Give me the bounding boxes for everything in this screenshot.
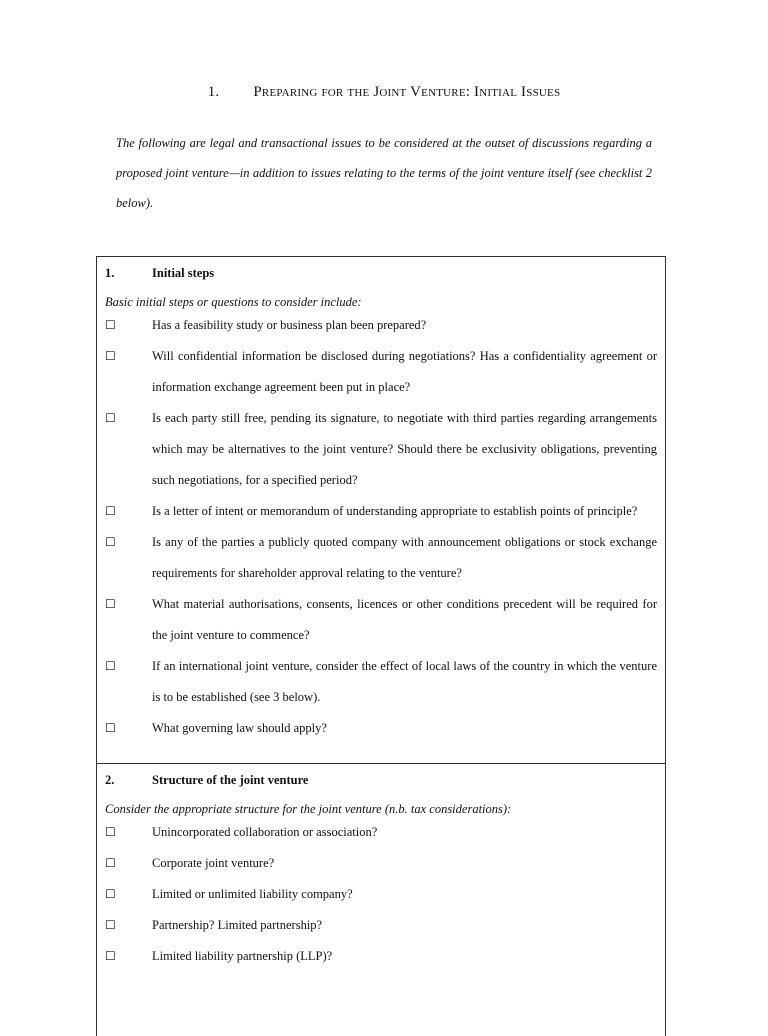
checklist-item xyxy=(105,713,657,744)
checkbox-icon[interactable]: ☐ xyxy=(105,659,116,673)
checklist-item-text: Corporate joint venture? xyxy=(152,856,275,870)
checklist-item-text: Is a letter of intent or memorandum of understanding appropriate to establish points of principle? xyxy=(152,504,638,518)
checkbox-icon[interactable]: ☐ xyxy=(105,949,116,963)
page-heading xyxy=(0,84,768,101)
checklist-item xyxy=(105,848,657,879)
checklist-item-text: If an international joint venture, consider the effect of local laws of the country in which the venture is to be established (see 3 below). xyxy=(152,659,657,704)
checklist-item-text: Will confidential information be disclosed during negotiations? Has a confidentiality agreement or information exchange agreement been put in place? xyxy=(152,349,657,394)
checklist-item-text: What material authorisations, consents, licences or other conditions precedent will be required for the joint venture to commence? xyxy=(152,597,657,642)
section-initial-steps xyxy=(97,257,665,764)
checklist-item-text: Unincorporated collaboration or association? xyxy=(152,825,378,839)
checklist-item xyxy=(105,496,657,527)
checklist-item xyxy=(105,817,657,848)
intro-paragraph: The following are legal and transactional issues to be considered at the outset of discussions regarding a proposed joint venture—in addition to issues relating to the terms of the joint venture itself (see checklist 2 below). xyxy=(116,136,652,210)
checklist-item-text: Limited or unlimited liability company? xyxy=(152,887,353,901)
checkbox-icon[interactable]: ☐ xyxy=(105,918,116,932)
checkbox-icon[interactable]: ☐ xyxy=(105,597,116,611)
checkbox-icon[interactable]: ☐ xyxy=(105,504,116,518)
checklist-item xyxy=(105,527,657,589)
checklist-item xyxy=(105,941,657,972)
checklist-item-text: Partnership? Limited partnership? xyxy=(152,918,323,932)
checklist-item xyxy=(105,910,657,941)
checkbox-icon[interactable]: ☐ xyxy=(105,856,116,870)
section-title-text: Structure of the joint venture xyxy=(152,772,309,787)
section-title-text: Initial steps xyxy=(152,265,215,280)
checkbox-icon[interactable]: ☐ xyxy=(105,411,116,425)
section-structure xyxy=(97,764,665,972)
checklist-item xyxy=(105,879,657,910)
checklist-item xyxy=(105,341,657,403)
heading-title: Preparing for the Joint Venture: Initial Issues xyxy=(253,84,561,100)
checklist-item-text: Is any of the parties a publicly quoted company with announcement obligations or stock exchange requirements for shareholder approval relating to the venture? xyxy=(152,535,657,580)
checklist-item-text: Is each party still free, pending its signature, to negotiate with third parties regarding arrangements which may be alternatives to the joint venture? Should there be exclusivity obligations, preventing such negotiations, for a specified period? xyxy=(152,411,657,487)
section-number: 2. xyxy=(105,772,115,787)
heading-number: 1. xyxy=(207,84,220,100)
checkbox-icon[interactable]: ☐ xyxy=(105,721,116,735)
checkbox-icon[interactable]: ☐ xyxy=(105,349,116,363)
checklist-item-text: Limited liability partnership (LLP)? xyxy=(152,949,333,963)
section-number: 1. xyxy=(105,265,115,280)
checklist-item xyxy=(105,651,657,713)
checkbox-icon[interactable]: ☐ xyxy=(105,318,116,332)
section-intro: Basic initial steps or questions to consider include: xyxy=(105,295,362,309)
checklist-item-text: Has a feasibility study or business plan been prepared? xyxy=(152,318,427,332)
checkbox-icon[interactable]: ☐ xyxy=(105,535,116,549)
checklist-item-text: What governing law should apply? xyxy=(152,721,327,735)
checkbox-icon[interactable]: ☐ xyxy=(105,825,116,839)
section-intro: Consider the appropriate structure for the joint venture (n.b. tax considerations): xyxy=(105,802,512,816)
checkbox-icon[interactable]: ☐ xyxy=(105,887,116,901)
checklist-item xyxy=(105,403,657,496)
checklist-table xyxy=(96,256,666,1036)
checklist-item xyxy=(105,310,657,341)
checklist-item xyxy=(105,589,657,651)
